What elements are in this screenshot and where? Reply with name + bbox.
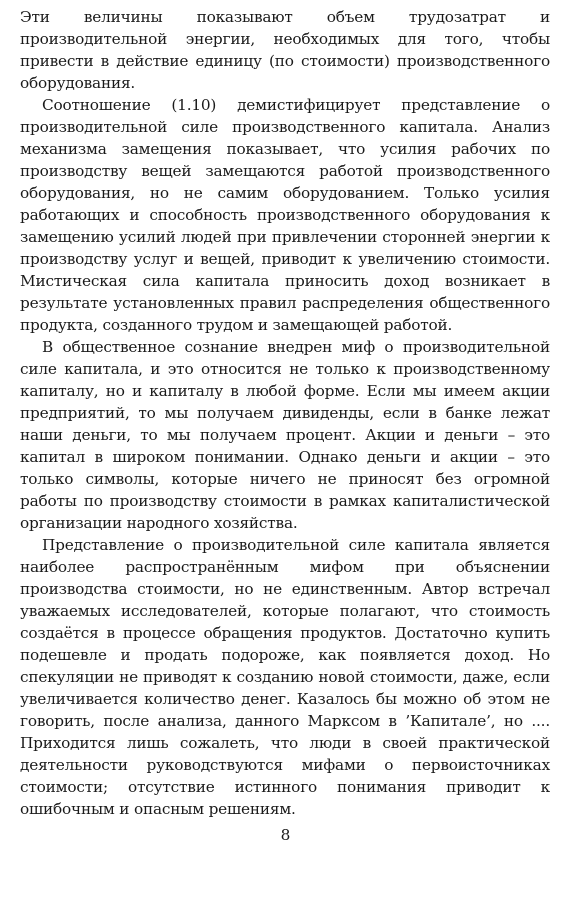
paragraph-3: В общественное сознание внедрен миф о производительной силе капитала, и это относится не только к производственному капиталу, но и капиталу в любой форме. Если мы имеем акции предприятий, то мы получаем дивиденды, если в банке лежат наши деньги, то мы получаем процент. Акции и деньги – это капитал в широком понимании. Однако деньги и акции – это только символы, которые ничего не приносят без огромной работы по производству стоимости в рамках капиталистической организации народного хозяйства.: [20, 338, 550, 532]
paragraph-4: Представление о производительной силе капитала является наиболее распространённым мифом при объяснении производства стоимости, но не единственным. Автор встречал уважаемых исследователей, которые полагают, что стоимость создаётся в процессе обращения продуктов. Достаточно купить подешевле и продать подороже, как появляется доход. Но спекуляции не приводят к созданию новой стоимости, даже, если увеличивается количество денег. Казалось бы можно об этом не говорить, после анализа, данного Марксом в ’Капитале’, но .... Приходится лишь сожалеть, что люди в своей практической деятельности руководствуются мифами о первоисточниках стоимости; отсутствие истинного понимания приводит к ошибочным и опасным решениям.: [20, 536, 550, 818]
page-number: 8: [280, 826, 291, 844]
page-body: [20, 6, 550, 820]
paragraph-2: Соотношение (1.10) демистифицирует представление о производительной силе производственного капитала. Анализ механизма замещения показывает, что усилия рабочих по производству вещей замещаются работой производственного оборудования, но не самим оборудованием. Только усилия работающих и способность производственного оборудования к замещению усилий людей при привлечении сторонней энергии к производству услуг и вещей, приводит к увеличению стоимости. Мистическая сила капитала приносить доход возникает в результате установленных правил распределения общественного продукта, созданного трудом и замещающей работой.: [20, 96, 550, 334]
paragraph-1: Эти величины показывают объем трудозатрат и производительной энергии, необходимых для того, чтобы привести в действие единицу (по стоимости) производственного оборудования.: [20, 8, 550, 92]
